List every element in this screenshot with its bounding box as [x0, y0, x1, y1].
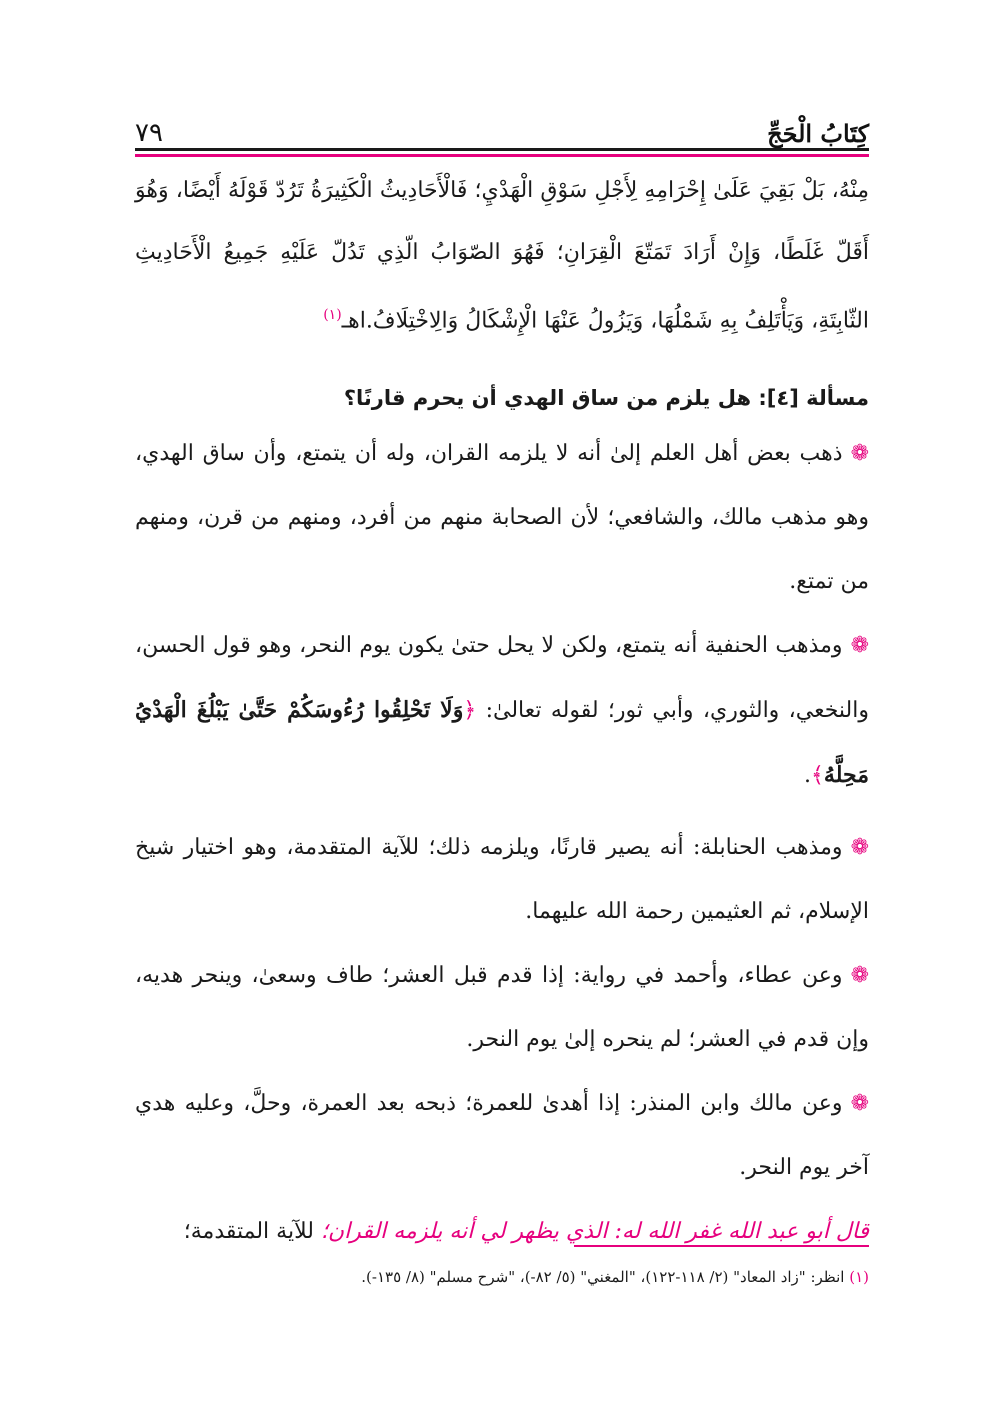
flower-bullet-icon: ❁ [850, 835, 869, 861]
issue-question: هل يلزم من ساق الهدي أن يحرم قارنًا؟ [343, 386, 752, 411]
paragraph-2 [135, 614, 869, 808]
paragraph-5 [135, 1072, 869, 1200]
flower-bullet-icon: ❁ [850, 441, 869, 467]
paragraph-3 [135, 816, 869, 944]
paragraph-end: . [804, 763, 812, 789]
page-body [135, 160, 869, 1264]
issue-label: مسألة [٤]: [758, 386, 869, 411]
opening-paragraph [135, 160, 869, 352]
quran-verse: وَلَا تَحْلِقُوا رُءُوسَكُمْ حَتَّىٰ يَبْلُغَ الْهَدْيُ مَحِلَّهُ [135, 697, 869, 789]
author-highlight: قال أبو عبد الله غفر الله له: الذي يظهر لي أنه يلزمه القران؛ [320, 1219, 869, 1245]
flower-bullet-icon: ❁ [850, 633, 869, 659]
page-number: ٧٩ [135, 118, 163, 148]
paragraph-text: ذهب بعض أهل العلم إلىٰ أنه لا يلزمه القران، وله أن يتمتع، وأن ساق الهدي، وهو مذهب مالك، والشافعي؛ لأن الصحابة منهم من أفرد، ومنهم من قرن، ومنهم من تمتع. [135, 441, 869, 595]
opening-text: مِنْهُ، بَلْ بَقِيَ عَلَىٰ إِحْرَامِهِ لِأَجْلِ سَوْقِ الْهَدْيِ؛ فَالْأَحَادِيثُ الْكَثِيرَةُ تَرُدّ قَوْلَهُ أَيْضًا، وَهُوَ أَقَلّ غَلَطًا، وَإِنْ أَرَادَ تَمَتّعَ الْقِرَانِ؛ فَهُوَ الصّوَابُ الّذِي تَدُلّ عَلَيْهِ جَمِيعُ الْأَحَادِيثِ الثّابِتَةِ، وَيَأْتَلِفُ بِهِ شَمْلُهَا، وَيَزُولُ عَنْهَا الْإِشْكَالُ وَالِاخْتِلَافُ.اهـ [135, 178, 869, 334]
paragraph-text: ومذهب الحنابلة: أنه يصير قارنًا، ويلزمه ذلك؛ للآية المتقدمة، وهو اختيار شيخ الإسلام، ثم العثيمين رحمة الله عليهما. [135, 835, 869, 925]
footnote [135, 1262, 869, 1292]
book-title: كِتَابُ الْحَجِّ [767, 119, 869, 148]
paragraph-1 [135, 422, 869, 614]
author-rest: للآية المتقدمة؛ [183, 1219, 314, 1245]
footnote-rule [574, 1245, 869, 1247]
header-rule-pink [135, 154, 869, 157]
flower-bullet-icon: ❁ [850, 1091, 869, 1117]
page-header [135, 108, 869, 148]
issue-heading [135, 374, 869, 422]
paragraph-text: وعن عطاء، وأحمد في رواية: إذا قدم قبل العشر؛ طاف وسعىٰ، وينحر هديه، وإن قدم في العشر؛ لم ينحره إلىٰ يوم النحر. [135, 963, 869, 1053]
paragraph-text: ومذهب الحنفية أنه يتمتع، ولكن لا يحل حتىٰ يكون يوم النحر، وهو قول الحسن، والنخعي، والثوري، وأبي ثور؛ لقوله تعالىٰ: [135, 633, 869, 724]
header-rule-black [135, 148, 869, 151]
quran-bracket-close: ﴾ [811, 763, 824, 789]
flower-bullet-icon: ❁ [850, 963, 869, 989]
footnote-text: انظر: "زاد المعاد" (٢/ ١١٨-١٢٢)، "المغني" (٥/ ٨٢-)، "شرح مسلم" (٨/ ١٣٥-). [361, 1268, 845, 1286]
quran-bracket-open: ﴿ [463, 698, 477, 724]
paragraph-text: وعن مالك وابن المنذر: إذا أهدىٰ للعمرة؛ ذبحه بعد العمرة، وحلَّ، وعليه هدي آخر يوم النحر. [135, 1091, 869, 1181]
footnote-ref: (١) [323, 307, 342, 323]
paragraph-4 [135, 944, 869, 1072]
author-note [135, 1200, 869, 1264]
footnote-number: (١) [849, 1268, 869, 1286]
